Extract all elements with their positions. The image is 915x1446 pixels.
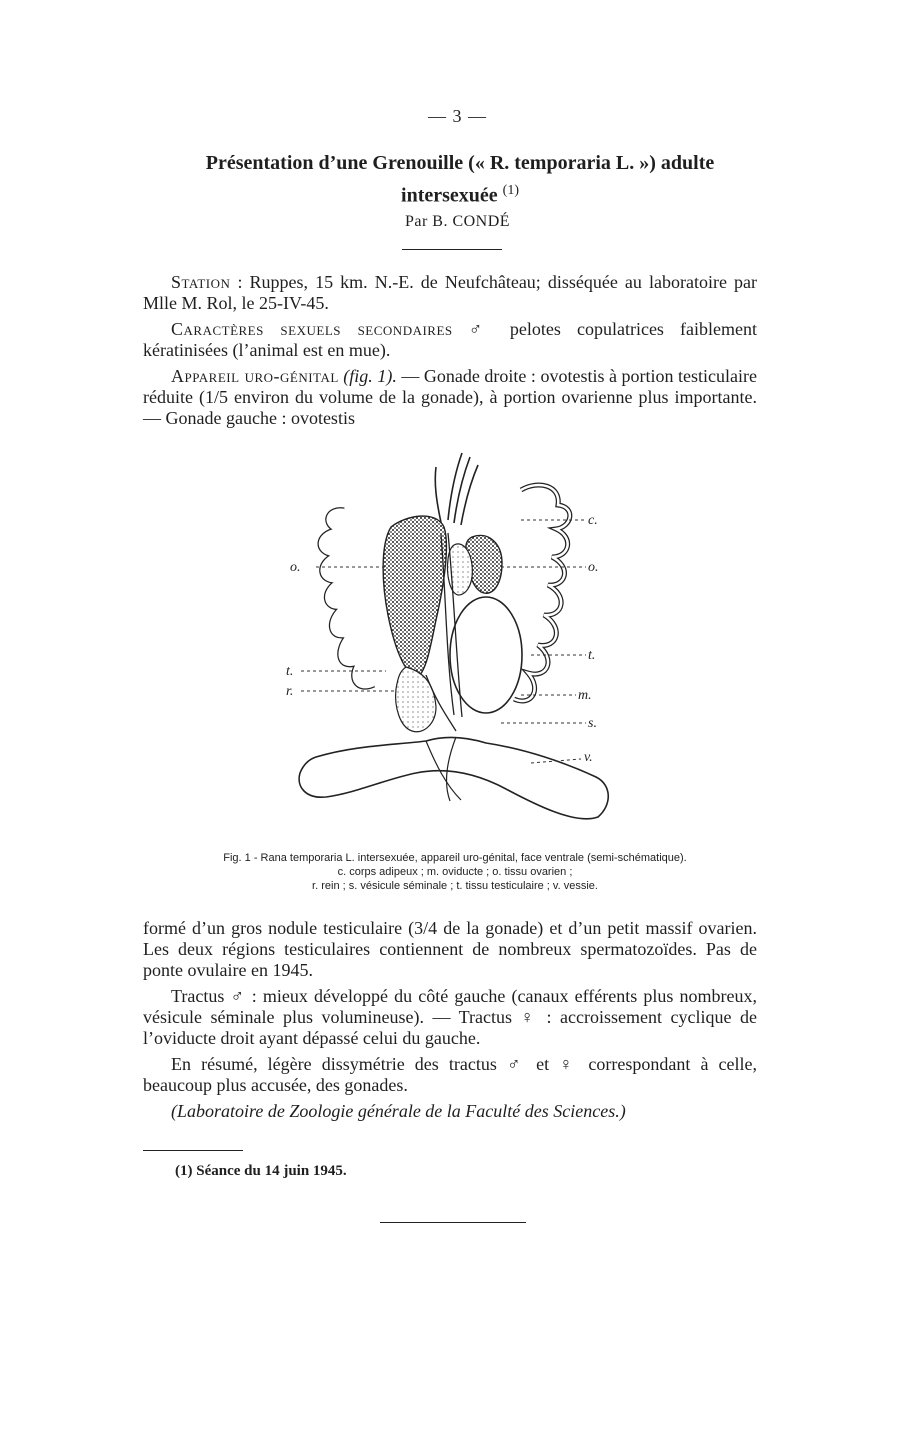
title-line-1: Présentation d’une Grenouille (« R. temporaria L. ») adulte [205,152,715,174]
label-appareil: Appareil uro-génital [171,366,339,386]
author-line: Par B. CONDÉ [404,213,511,230]
title-note-ref: (1) [502,183,519,198]
label-station: Station [171,272,231,292]
label-s: s. [588,716,597,731]
paragraph-resume: En résumé, légère dissymétrie des tractus ♂ et ♀ correspondant à celle, beaucoup plus accusée, des gonades. [143,1054,757,1095]
text-station: : Ruppes, 15 km. N.-E. de Neufchâteau; disséquée au laboratoire par Mlle M. Rol, le 25-IV-45. [143,272,757,313]
bladder-vessie [299,737,608,818]
paragraph-appareil [143,366,757,429]
left-rein-stipple [396,667,436,732]
paragraph-tractus: Tractus ♂ : mieux développé du côté gauche (canaux efférents plus nombreux, vésicule séminale plus volumineuse). — Tractus ♀ : accroissement cyclique de l’oviducte droit ayant dépassé celui du gauche. [143,986,757,1048]
left-gonade-dark [383,516,446,677]
fat-body-strands [435,453,478,527]
end-rule [380,1222,526,1223]
text-caracteres: ♂ pelotes copulatrices faiblement kératinisées (l’animal est en mue). [143,319,757,360]
figure-urogenital-drawing [276,445,636,835]
title-rule [402,249,502,250]
label-o-left: o. [290,560,301,575]
footnote: (1) Séance du 14 juin 1945. [175,1163,347,1179]
page-number: — 3 — [428,106,487,126]
label-v: v. [584,750,593,765]
label-t-right: t. [588,648,596,663]
footnote-rule [143,1150,243,1151]
title-line-2-text: intersexuée [401,184,498,207]
article-title [140,150,780,210]
seminal-vesicle-large [450,597,522,713]
right-kidney-loops [514,485,570,701]
label-r: r. [286,684,294,699]
label-c: c. [588,513,598,528]
continuation-text [143,918,757,1127]
text-appareil: — Gonade droite : ovotestis à portion testiculaire réduite (1/5 environ du volume de la gonade), à portion ovarienne plus importante. — Gonade gauche : ovotestis [143,366,757,428]
title-line-2 [140,177,780,210]
label-caracteres: Caractères sexuels secondaires [171,319,453,339]
paragraph-station [143,272,757,314]
intro-text [143,272,757,434]
left-kidney-loops [320,510,374,688]
paragraph-laboratoire: (Laboratoire de Zoologie générale de la Faculté des Sciences.) [171,1101,626,1121]
caption-line-1: Fig. 1 - Rana temporaria L. intersexuée, appareil uro-génital, face ventrale (semi-schématique). [223,852,687,864]
label-m: m. [578,688,592,703]
figure-caption [140,851,770,893]
label-t-left: t. [286,664,294,679]
paragraph-continuation: formé d’un gros nodule testiculaire (3/4 de la gonade) et d’un petit massif ovarien. Les deux régions testiculaires contiennent de nombreux spermatozoïdes. Pas de ponte ovulaire en 1945. [143,918,757,980]
caption-line-2: c. corps adipeux ; m. oviducte ; o. tissu ovarien ; [337,866,573,878]
paragraph-caracteres [143,319,757,361]
figure-reference: (fig. 1). [338,366,397,386]
caption-line-3: r. rein ; s. vésicule séminale ; t. tissu testiculaire ; v. vessie. [312,880,598,892]
label-o-right: o. [588,560,599,575]
